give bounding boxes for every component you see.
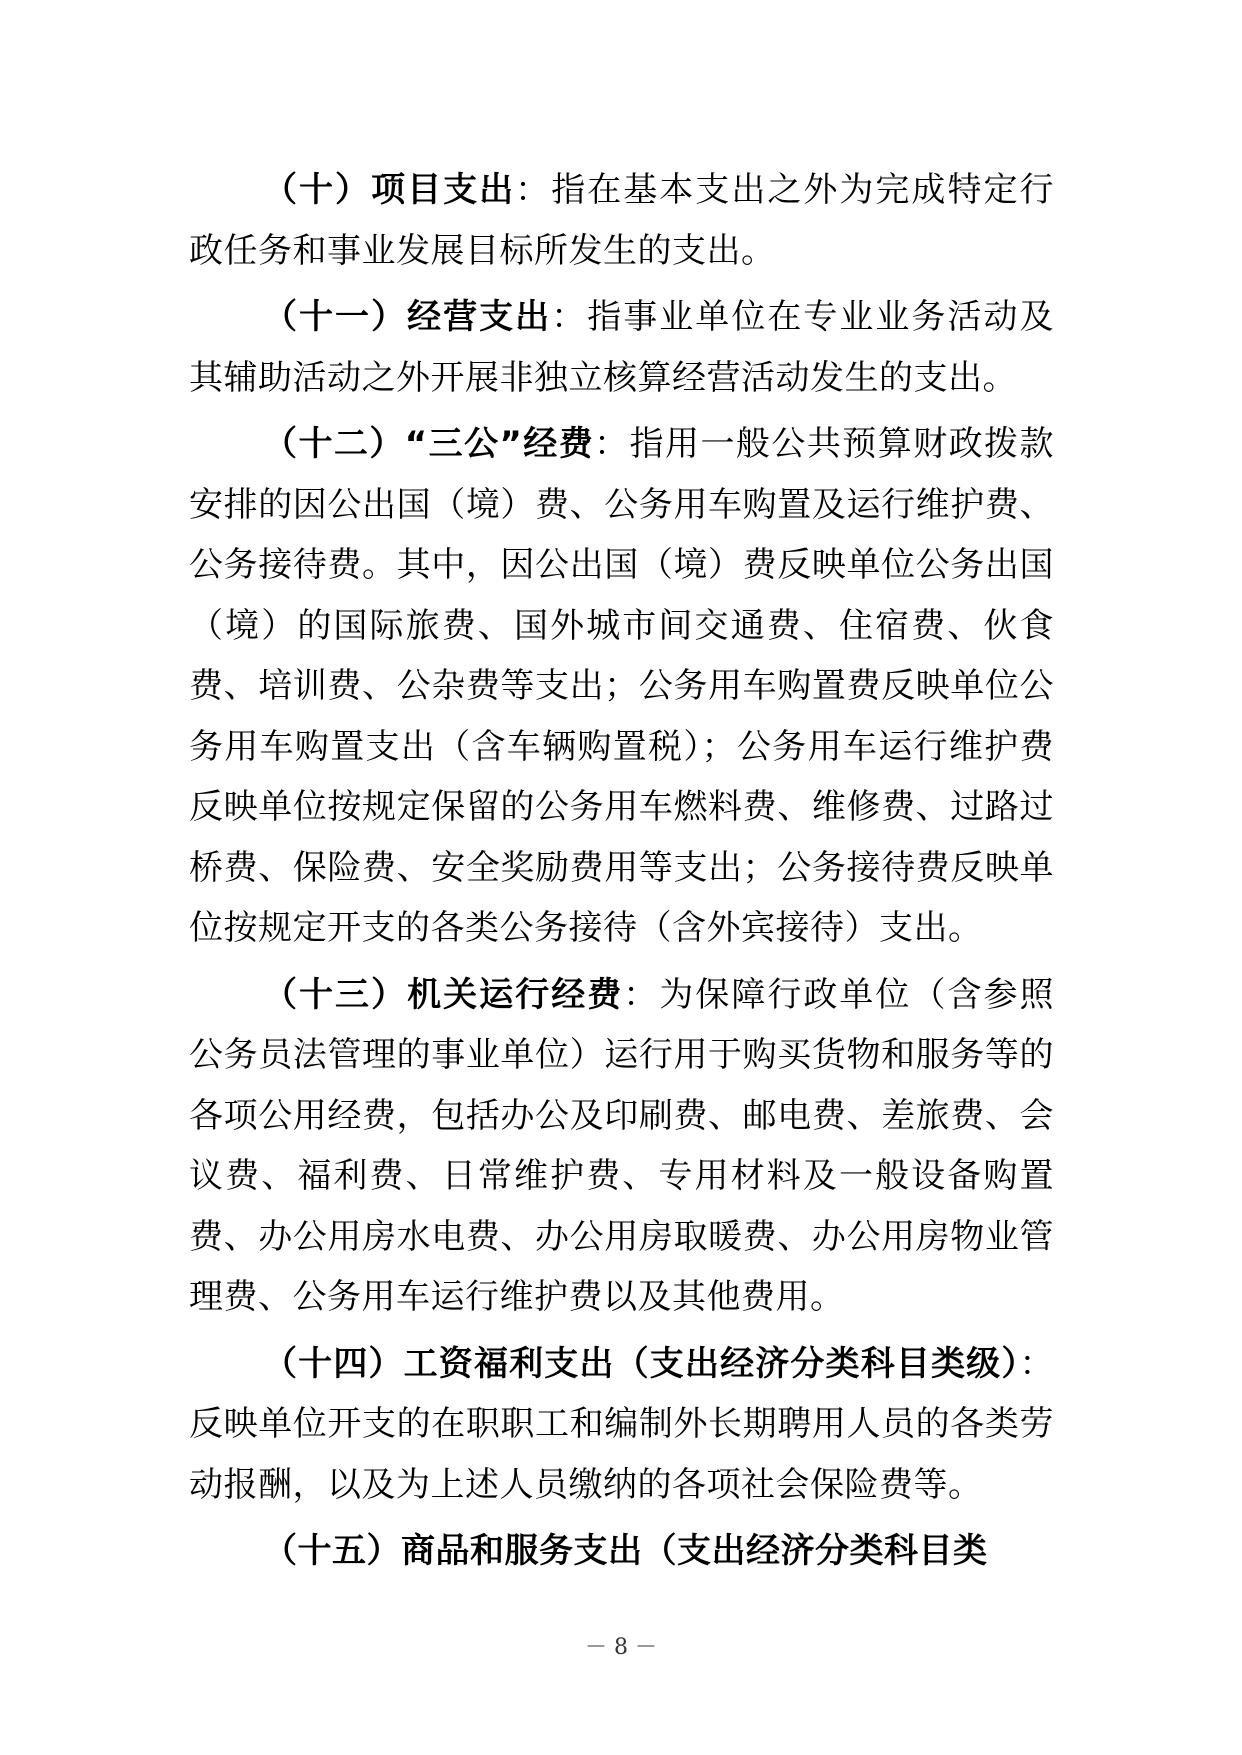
term-heading: （十五）商品和服务支出（支出经济分类科目类 <box>263 1531 988 1571</box>
term-definition: ：为保障行政单位（含参照公务员法管理的事业单位）运行用于购买货物和服务等的各项公用经费，包括办公及印刷费、邮电费、差旅费、会议费、福利费、日常维护费、专用材料及一般设备购置费、办公用房水电费、办公用房取暖费、办公用房物业管理费、公务用车运行维护费以及其他费用。 <box>189 974 1055 1317</box>
term-definition: ：指在基本支出之外为完成特定行政任务和事业发展目标所发生的支出。 <box>189 170 1055 271</box>
term-definition: ：反映单位开支的在职职工和编制外长期聘用人员的各类劳动报酬，以及为上述人员缴纳的各项社会保险费等。 <box>189 1343 1054 1505</box>
paragraph-wages-welfare-expenditure <box>189 1334 1054 1516</box>
document-body <box>189 160 1054 1588</box>
paragraph-goods-services-expenditure <box>189 1521 1054 1582</box>
term-heading: （十四）工资福利支出（支出经济分类科目类级） <box>263 1343 1020 1384</box>
term-heading: （十一）经营支出 <box>263 297 552 337</box>
term-heading: （十）项目支出 <box>263 170 516 210</box>
term-heading: （十二）“三公”经费 <box>263 424 595 464</box>
paragraph-agency-operating-funds <box>189 965 1054 1328</box>
term-heading: （十三）机关运行经费 <box>263 974 624 1015</box>
paragraph-project-expenditure <box>189 160 1054 281</box>
term-definition: ：指事业单位在专业业务活动及其辅助活动之外开展非独立核算经营活动发生的支出。 <box>189 297 1055 398</box>
term-definition: ：指用一般公共预算财政拨款安排的因公出国（境）费、公务用车购置及运行维护费、公务接待费。其中，因公出国（境）费反映单位公务出国（境）的国际旅费、国外城市间交通费、住宿费、伙食费、培训费、公杂费等支出；公务用车购置费反映单位公务用车购置支出（含车辆购置税）；公务用车运行维护费反映单位按规定保留的公务用车燃料费、维修费、过路过桥费、保险费、安全奖励费用等支出；公务接待费反映单位按规定开支的各类公务接待（含外宾接待）支出。 <box>189 424 1054 948</box>
page-number: － 8 － <box>585 1635 657 1660</box>
paragraph-three-public-expenses <box>189 414 1054 959</box>
paragraph-operating-expenditure <box>189 287 1054 408</box>
